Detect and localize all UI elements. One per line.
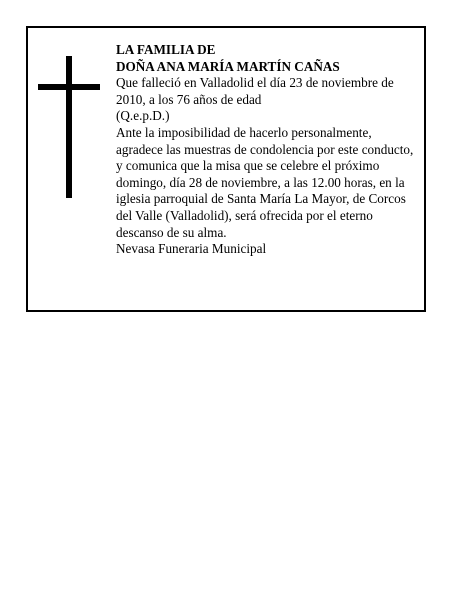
obituary-notice	[26, 26, 426, 312]
notice-content	[116, 42, 416, 258]
qepd-text: (Q.e.p.D.)	[116, 108, 170, 124]
cross-vertical-bar	[66, 56, 72, 198]
notice-heading-family: LA FAMILIA DE	[116, 42, 216, 57]
notice-body: Ante la imposibilidad de hacerlo personalmente, agradece las muestras de condolencia por este conducto, y comunica que la misa que se celebre el próximo domingo, día 28 de noviembre, a las 12.00 horas, en la iglesia parroquial de Santa María La Mayor, de Corcos del Valle (Valladolid), será ofrecida por el eterno descanso de su alma.	[116, 124, 414, 240]
death-announcement: Que falleció en Valladolid el día 23 de noviembre de 2010, a los 76 años de edad	[116, 75, 394, 107]
funeral-home-signature: Nevasa Funeraria Municipal	[116, 241, 267, 257]
cross-horizontal-bar	[38, 84, 100, 90]
notice-heading-name: DOÑA ANA MARÍA MARTÍN CAÑAS	[116, 58, 340, 74]
